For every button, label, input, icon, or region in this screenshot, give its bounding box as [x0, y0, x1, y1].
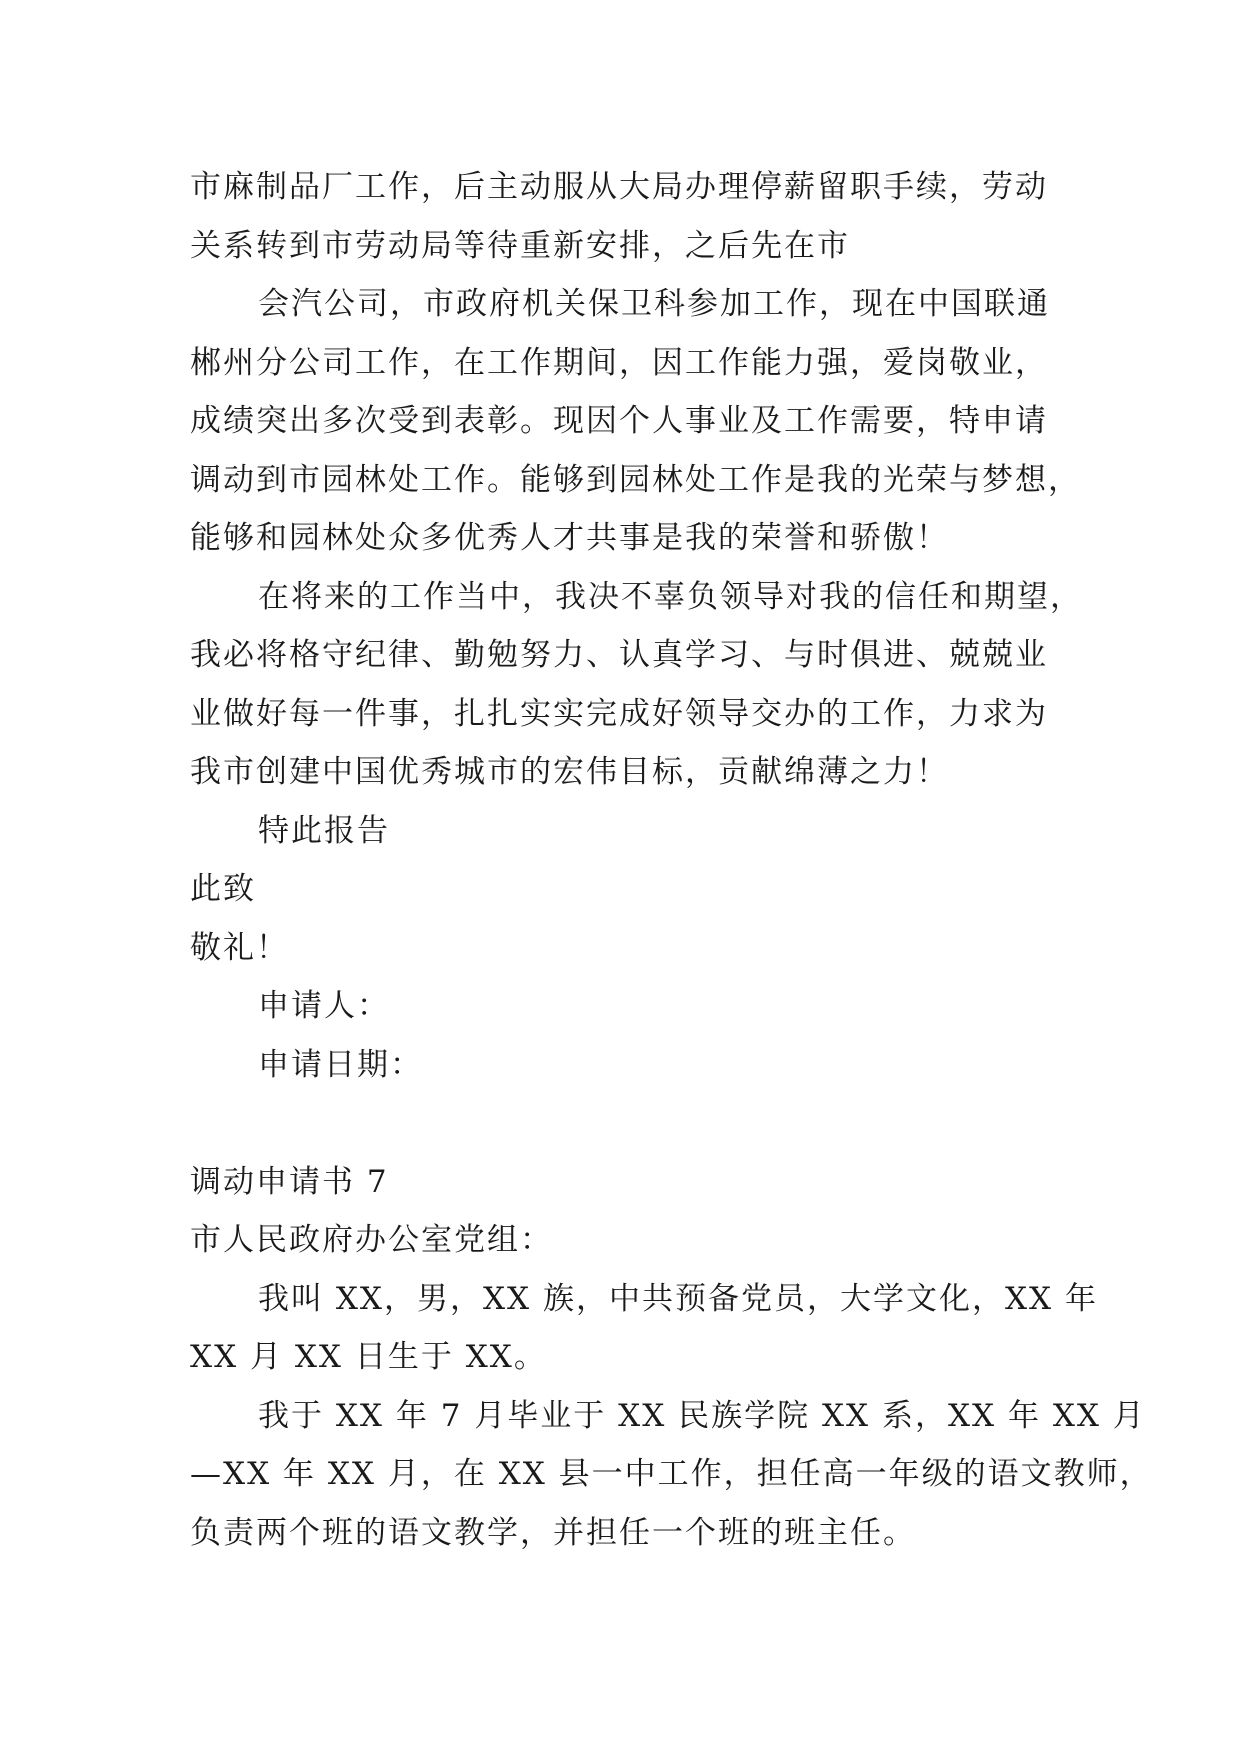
text-line: 能够和园林处众多优秀人才共事是我的荣誉和骄傲！ [190, 520, 949, 556]
closing-report: 特此报告 [258, 812, 390, 849]
section-gap [190, 1094, 1050, 1153]
text-line: 负责两个班的语文教学，并担任一个班的班主任。 [190, 1514, 916, 1551]
application-date-label: 申请日期： [258, 1046, 423, 1083]
text-line: 我必将格守纪律、勤勉努力、认真学习、与时俱进、兢兢业 [190, 637, 1048, 673]
text-line: 会汽公司，市政府机关保卫科参加工作，现在中国联通 [258, 286, 1050, 322]
section-title: 调动申请书 7 [190, 1163, 389, 1200]
salutation-cizhi: 此致 [190, 871, 256, 907]
salutation-jingli: 敬礼！ [190, 929, 289, 966]
addressee: 市人民政府办公室党组： [190, 1222, 553, 1258]
text-line: —XX 年 XX 月，在 XX 县一中工作，担任高一年级的语文教师， [190, 1456, 1153, 1492]
text-line: 在将来的工作当中，我决不辜负领导对我的信任和期望， [258, 578, 1083, 615]
applicant-label: 申请人： [258, 988, 390, 1024]
text-line: XX 月 XX 日生于 XX。 [190, 1339, 547, 1375]
text-line: 我于 XX 年 7 月毕业于 XX 民族学院 XX 系，XX 年 XX 月 [258, 1397, 1146, 1434]
text-line: 成绩突出多次受到表彰。现因个人事业及工作需要，特申请 [190, 403, 1048, 439]
text-line: 调动到市园林处工作。能够到园林处工作是我的光荣与梦想， [190, 461, 1081, 498]
document-body [190, 158, 1153, 1562]
text-line: 我叫 XX，男，XX 族，中共预备党员，大学文化，XX 年 [258, 1280, 1098, 1317]
text-line: 我市创建中国优秀城市的宏伟目标，贡献绵薄之力！ [190, 754, 949, 790]
text-line: 郴州分公司工作，在工作期间，因工作能力强，爱岗敬业， [190, 344, 1048, 381]
text-line: 关系转到市劳动局等待重新安排，之后先在市 [190, 227, 850, 264]
text-line: 业做好每一件事，扎扎实实完成好领导交办的工作，力求为 [190, 695, 1048, 732]
text-line: 市麻制品厂工作，后主动服从大局办理停薪留职手续，劳动 [190, 169, 1048, 205]
